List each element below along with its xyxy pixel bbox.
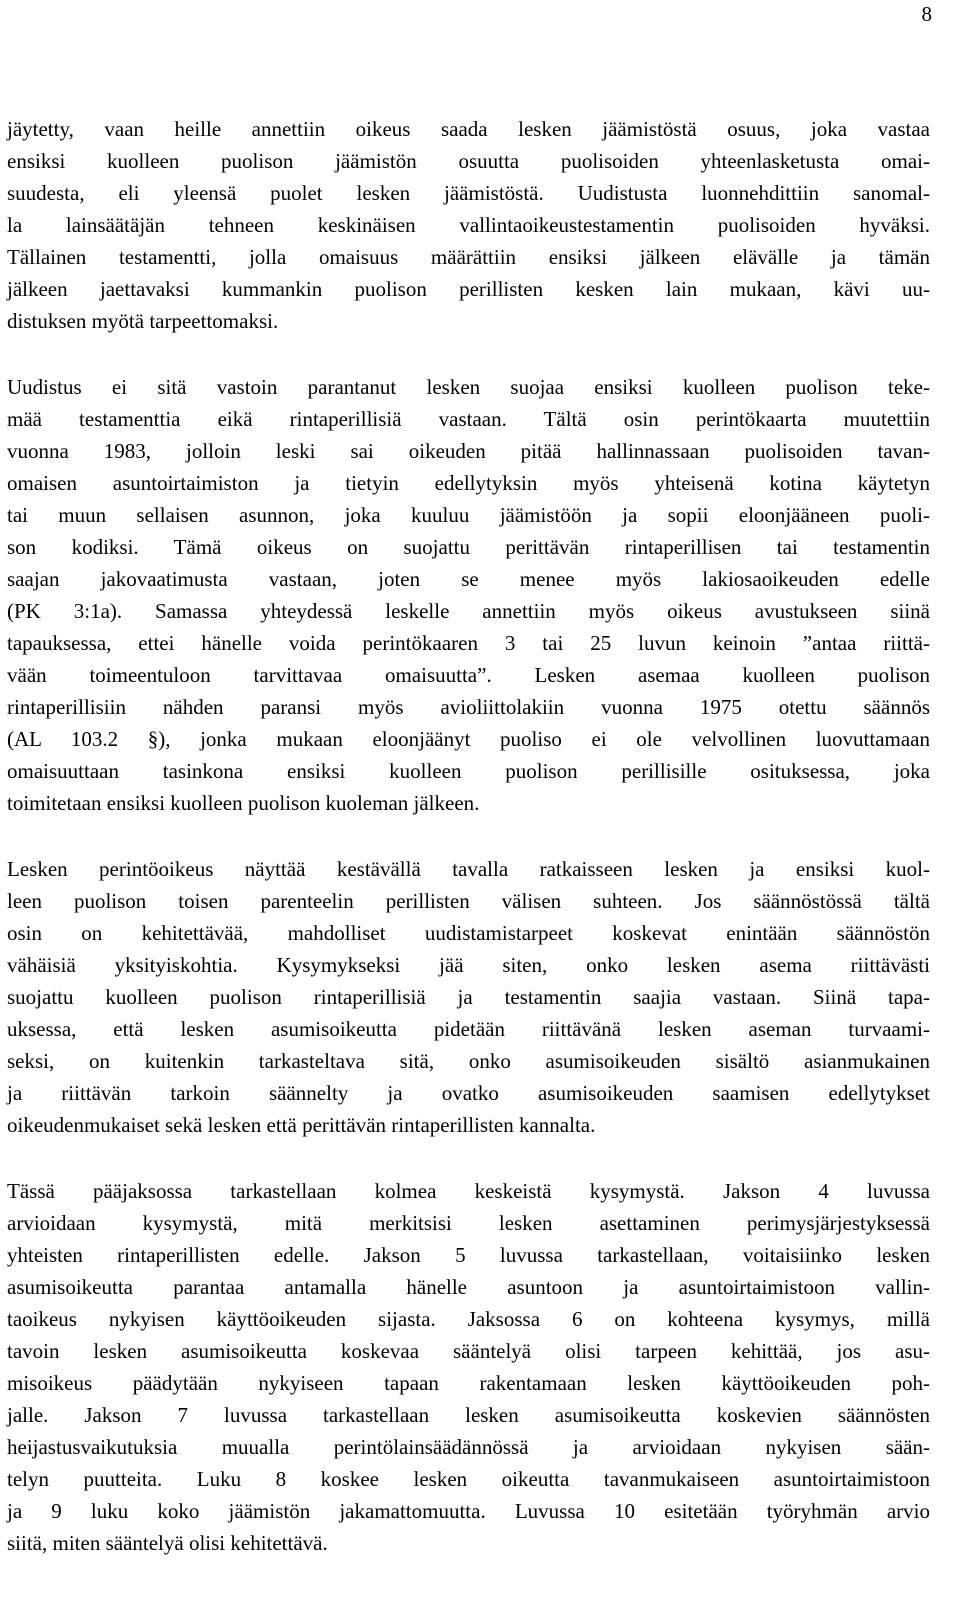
text-line: toimitetaan ensiksi kuolleen puolison kuoleman jälkeen. (7, 791, 480, 815)
text-line: ja 9 luku koko jäämistön jakamattomuutta. Luvussa 10 esitetään työryhmän arvio (7, 1499, 930, 1523)
page-number: 8 (921, 2, 932, 26)
text-line: tavoin lesken asumisoikeutta koskevaa sääntelyä olisi tarpeen kehittää, jos asu- (7, 1339, 930, 1363)
text-line: suudesta, eli yleensä puolet lesken jäämistöstä. Uudistusta luonnehdittiin sanomal- (7, 181, 930, 205)
text-line: Uudistus ei sitä vastoin parantanut lesken suojaa ensiksi kuolleen puolison teke- (7, 375, 930, 399)
paragraph (7, 113, 930, 337)
text-line: yhteisten rintaperillisten edelle. Jakson 5 luvussa tarkastellaan, voitaisiinko lesken (7, 1243, 930, 1267)
paragraph (7, 853, 930, 1141)
text-line: Tällainen testamentti, jolla omaisuus määrättiin ensiksi jälkeen elävälle ja tämän (7, 245, 930, 269)
text-line: osin on kehitettävää, mahdolliset uudistamistarpeet koskevat enintään säännöstön (7, 921, 930, 945)
text-line: tai muun sellaisen asunnon, joka kuuluu jäämistöön ja sopii eloonjääneen puoli- (7, 503, 930, 527)
text-line: jalle. Jakson 7 luvussa tarkastellaan lesken asumisoikeutta koskevien säännösten (7, 1403, 930, 1427)
text-line: Tässä pääjaksossa tarkastellaan kolmea keskeistä kysymystä. Jakson 4 luvussa (7, 1179, 930, 1203)
text-line: uksessa, että lesken asumisoikeutta pidetään riittävänä lesken aseman turvaami- (7, 1017, 930, 1041)
text-line: ensiksi kuolleen puolison jäämistön osuutta puolisoiden yhteenlasketusta omai- (7, 149, 930, 173)
text-line: saajan jakovaatimusta vastaan, joten se menee myös lakiosaoikeuden edelle (7, 567, 930, 591)
paragraph (7, 1175, 930, 1559)
body-text (7, 113, 930, 1593)
text-line: (PK 3:1a). Samassa yhteydessä leskelle annettiin myös oikeus avustukseen siinä (7, 599, 930, 623)
text-line: rintaperillisiin nähden paransi myös avioliittolakiin vuonna 1975 otettu säännös (7, 695, 930, 719)
text-line: omaisen asuntoirtaimiston ja tietyin edellytyksin myös yhteisenä kotina käytetyn (7, 471, 930, 495)
text-line: vään toimeentuloon tarvittavaa omaisuutta”. Lesken asemaa kuolleen puolison (7, 663, 930, 687)
text-line: ja riittävän tarkoin säännelty ja ovatko asumisoikeuden saamisen edellytykset (7, 1081, 930, 1105)
text-line: son kodiksi. Tämä oikeus on suojattu perittävän rintaperillisen tai testamentin (7, 535, 930, 559)
text-line: omaisuuttaan tasinkona ensiksi kuolleen puolison perillisille osituksessa, joka (7, 759, 930, 783)
text-line: (AL 103.2 §), jonka mukaan eloonjäänyt puoliso ei ole velvollinen luovuttamaan (7, 727, 930, 751)
text-line: jäytetty, vaan heille annettiin oikeus saada lesken jäämistöstä osuus, joka vastaa (7, 117, 930, 141)
text-line: mää testamenttia eikä rintaperillisiä vastaan. Tältä osin perintökaarta muutettiin (7, 407, 930, 431)
text-line: arvioidaan kysymystä, mitä merkitsisi lesken asettaminen perimysjärjestyksessä (7, 1211, 930, 1235)
text-line: misoikeus päädytään nykyiseen tapaan rakentamaan lesken käyttöoikeuden poh- (7, 1371, 930, 1395)
text-line: suojattu kuolleen puolison rintaperillisiä ja testamentin saajia vastaan. Siinä tapa- (7, 985, 930, 1009)
text-line: jälkeen jaettavaksi kummankin puolison perillisten kesken lain mukaan, kävi uu- (7, 277, 930, 301)
text-line: la lainsäätäjän tehneen keskinäisen vallintaoikeustestamentin puolisoiden hyväksi. (7, 213, 930, 237)
text-line: siitä, miten sääntelyä olisi kehitettävä. (7, 1531, 328, 1555)
text-line: leen puolison toisen parenteelin perillisten välisen suhteen. Jos säännöstössä tältä (7, 889, 930, 913)
paragraph (7, 371, 930, 819)
text-line: vuonna 1983, jolloin leski sai oikeuden pitää hallinnassaan puolisoiden tavan- (7, 439, 930, 463)
text-line: taoikeus nykyisen käyttöoikeuden sijasta. Jaksossa 6 on kohteena kysymys, millä (7, 1307, 930, 1331)
text-line: telyn puutteita. Luku 8 koskee lesken oikeutta tavanmukaiseen asuntoirtaimistoon (7, 1467, 930, 1491)
text-line: heijastusvaikutuksia muualla perintölainsäädännössä ja arvioidaan nykyisen sään- (7, 1435, 930, 1459)
text-line: asumisoikeutta parantaa antamalla hänelle asuntoon ja asuntoirtaimistoon vallin- (7, 1275, 930, 1299)
text-line: oikeudenmukaiset sekä lesken että perittävän rintaperillisten kannalta. (7, 1113, 596, 1137)
text-line: distuksen myötä tarpeettomaksi. (7, 309, 279, 333)
text-line: Lesken perintöoikeus näyttää kestävällä tavalla ratkaisseen lesken ja ensiksi kuol- (7, 857, 930, 881)
text-line: vähäisiä yksityiskohtia. Kysymykseksi jää siten, onko lesken asema riittävästi (7, 953, 930, 977)
text-line: tapauksessa, ettei hänelle voida perintökaaren 3 tai 25 luvun keinoin ”antaa riittä- (7, 631, 930, 655)
text-line: seksi, on kuitenkin tarkasteltava sitä, onko asumisoikeuden sisältö asianmukainen (7, 1049, 930, 1073)
